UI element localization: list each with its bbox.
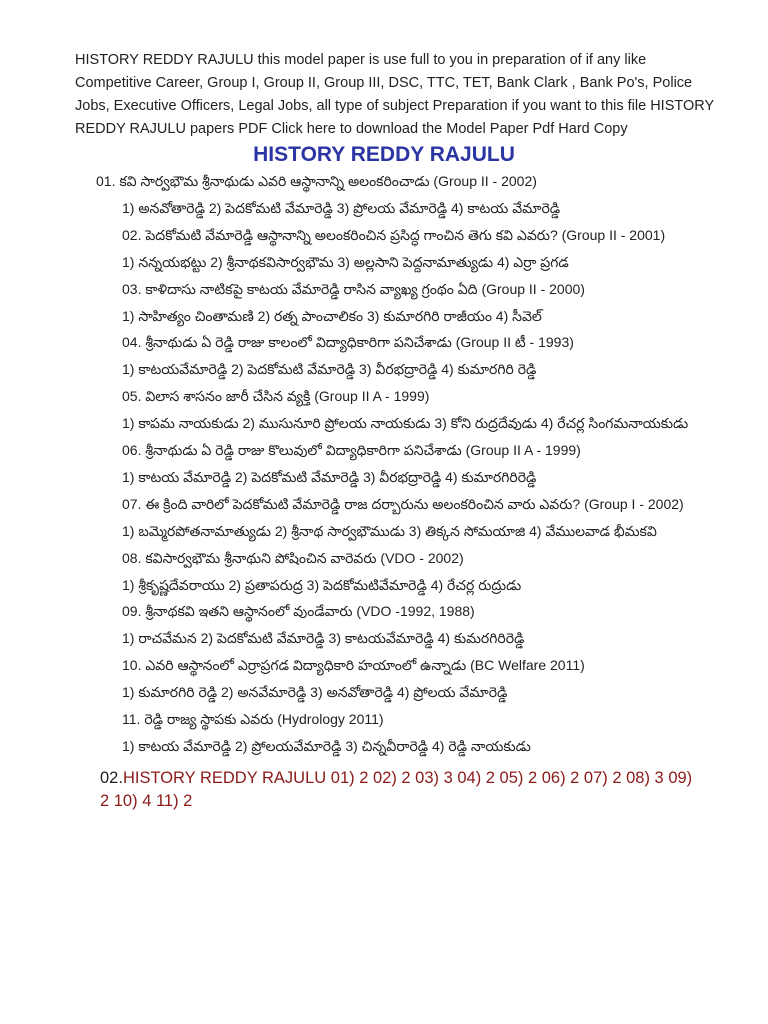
intro-paragraph: HISTORY REDDY RAJULU this model paper is use full to you in preparation of if any like Competitive Career, Group I, Group II, Group III, DSC, TTC, TET, Bank Clark , Bank Po's, Police Jobs, Executive Officers, Legal Jobs, all type of subject Preparation if you want to this file HISTORY REDDY RAJULU papers PDF Click here to download the Model Paper Pdf Hard Copy bbox=[75, 52, 714, 137]
question-text: 07. ఈ క్రింది వారిలో పెదకోమటి వేమారెడ్డి రాజ దర్బారును అలంకరించిన వారు ఎవరు? (Group I - 2002) bbox=[122, 495, 684, 512]
question-text: 11. రెడ్డి రాజ్య స్థాపకు ఎవరు (Hydrology 2011) bbox=[122, 711, 384, 727]
question-text: 02. పెదకోమటి వేమారెడ్డి ఆస్థానాన్ని అలంకరించిన ప్రసిద్ధ గాంచిన తెగు కవి ఎవరు? (Group II - 2001) bbox=[122, 226, 666, 243]
question-text: 10. ఎవరి ఆస్థానంలో ఎర్రాప్రగడ విద్యాధికారి హయాంలో ఉన్నాడు (BC Welfare 2011) bbox=[122, 657, 585, 674]
answer-options: 1) కాటయ వేమారెడ్డి 2) పెదకోమటి వేమారెడ్డి 3) వీరభద్రారెడ్డి 4) కుమారగిరిరెడ్డి bbox=[122, 468, 537, 485]
answer-options: 1) కాపమ నాయకుడు 2) ముసునూరి ప్రోలయ నాయకుడు 3) కోని రుద్రదేవుడు 4) రేచర్ల సింగమనాయకుడు bbox=[122, 415, 689, 432]
answer-key bbox=[100, 767, 700, 813]
question-text: 06. శ్రీనాథుడు ఏ రెడ్డి రాజు కొలువులో విద్యాధికారిగా పనిచేశాడు (Group II A - 1999) bbox=[122, 442, 581, 458]
question-text: 09. శ్రీనాథకవి ఇతని ఆస్థానంలో వుండేవారు (VDO -1992, 1988) bbox=[122, 603, 475, 620]
answer-options: 1) అనవోతారెడ్డి 2) పెదకోమటి వేమారెడ్డి 3) ప్రోలయ వేమారెడ్డి 4) కాటయ వేమారెడ్డి bbox=[122, 199, 561, 216]
question-text: 01. కవి సార్వభౌమ శ్రీనాథుడు ఎవరి ఆస్థానాన్ని అలంకరించాడు (Group II - 2002) bbox=[96, 173, 537, 189]
answer-options: 1) కుమారగిరి రెడ్డి 2) అనవేమారెడ్డి 3) అనవోతారెడ్డి 4) ప్రోలయ వేమారెడ్డి bbox=[122, 684, 508, 701]
answer-options: 1) కాటయవేమారెడ్డి 2) పెదకోమటి వేమారెడ్డి 3) వీరభద్రారెడ్డి 4) కుమారగిరి రెడ్డి bbox=[122, 361, 537, 378]
answer-key-text: HISTORY REDDY RAJULU 01) 2 02) 2 03) 3 04) 2 05) 2 06) 2 07) 2 08) 3 09) 2 10) 4 11) 2 bbox=[100, 769, 693, 810]
question-text: 04. శ్రీనాథుడు ఏ రెడ్డి రాజు కాలంలో విద్యాధికారిగా పనిచేశాడు (Group II టీ - 1993) bbox=[122, 334, 574, 351]
answer-options: 1) కాటయ వేమారెడ్డి 2) ప్రోలయవేమారెడ్డి 3) చిన్నవీరారెడ్డి 4) రెడ్డి నాయకుడు bbox=[122, 737, 531, 754]
answer-options: 1) బమ్మెరపోతనామాత్యుడు 2) శ్రీనాథ సార్వభౌముడు 3) తిక్కన సోమయాజి 4) వేములవాడ భీమకవి bbox=[122, 522, 657, 539]
answer-options: 1) నన్నయభట్టు 2) శ్రీనాథకవిసార్వభౌమ 3) అల్లసాని పెద్దనామాత్యుడు 4) ఎర్రా ప్రగడ bbox=[122, 253, 569, 270]
question-text: 08. కవిసార్వభౌమ శ్రీనాథుని పోషించిన వారెవరు (VDO - 2002) bbox=[122, 549, 464, 566]
answer-options: 1) సాహిత్యం చింతామణి 2) రత్న పాంచాలికం 3) కుమారగిరి రాజీయం 4) సీవెల్ bbox=[122, 307, 542, 324]
answer-key-label: 02. bbox=[100, 769, 123, 787]
question-text: 05. విలాస శాసనం జారీ చేసిన వ్యక్తి (Group II A - 1999) bbox=[122, 388, 430, 405]
question-text: 03. కాళిదాసు నాటికపై కాటయ వేమారెడ్డి రాసిన వ్యాఖ్య గ్రంథం ఏది (Group II - 2000) bbox=[122, 280, 585, 297]
page-title: HISTORY REDDY RAJULU bbox=[253, 143, 515, 166]
answer-options: 1) శ్రీకృష్ణదేవరాయు 2) ప్రతాపరుద్ర 3) పెదకోమటివేమారెడ్డి 4) రేచర్ల రుద్రుడు bbox=[122, 576, 522, 593]
answer-options: 1) రాచవేమన 2) పెదకోమటి వేమారెడ్డి 3) కాటయవేమారెడ్డి 4) కుమరగిరిరెడ్డి bbox=[122, 630, 525, 647]
